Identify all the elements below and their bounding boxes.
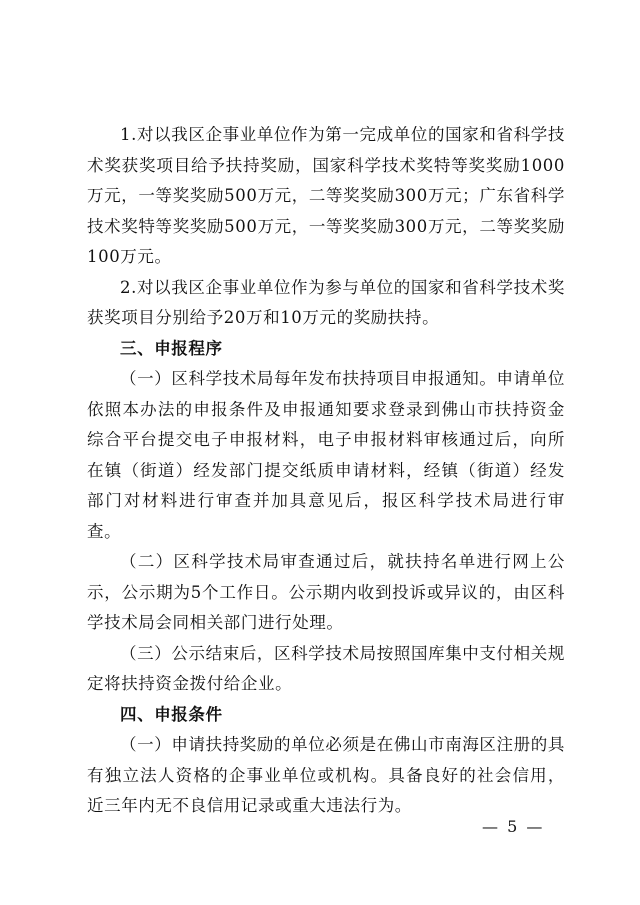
paragraph-procedure-3: （三）公示结束后，区科学技术局按照国库集中支付相关规定将扶持资金拨付给企业。 — [87, 643, 565, 693]
paragraph-conditions-1: （一）申请扶持奖励的单位必须是在佛山市南海区注册的具有独立法人资格的企事业单位或机构。具备良好的社会信用，近三年内无不良信用记录或重大违法行为。 — [87, 735, 565, 815]
paragraph-procedure-1: （一）区科学技术局每年发布扶持项目申报通知。申请单位依照本办法的申报条件及申报通知要求登录到佛山市扶持资金综合平台提交电子申报材料，电子申报材料审核通过后，向所在镇（街道）经发部门提交纸质申请材料，经镇（街道）经发部门对材料进行审查并加具意见后，报区科学技术局进行审查。 — [87, 369, 565, 541]
section-heading-conditions: 四、申报条件 — [120, 704, 223, 724]
page-number: — 5 — — [482, 817, 545, 836]
paragraph-award-first-unit: 1.对以我区企事业单位作为第一完成单位的国家和省科学技术奖获奖项目给予扶持奖励，国家科学技术奖特等奖奖励1000万元，一等奖奖励500万元，二等奖奖励300万元；广东省科学技术奖特等奖奖励500万元，一等奖奖励300万元，二等奖奖励100万元。 — [87, 125, 565, 266]
paragraph-procedure-2: （二）区科学技术局审查通过后，就扶持名单进行网上公示，公示期为5个工作日。公示期内收到投诉或异议的，由区科学技术局会同相关部门进行处理。 — [87, 552, 565, 632]
section-heading-procedure: 三、申报程序 — [120, 338, 223, 358]
document-body — [87, 120, 565, 822]
paragraph-award-participant-unit: 2.对以我区企事业单位作为参与单位的国家和省科学技术奖获奖项目分别给予20万和10万元的奖励扶持。 — [87, 277, 565, 327]
